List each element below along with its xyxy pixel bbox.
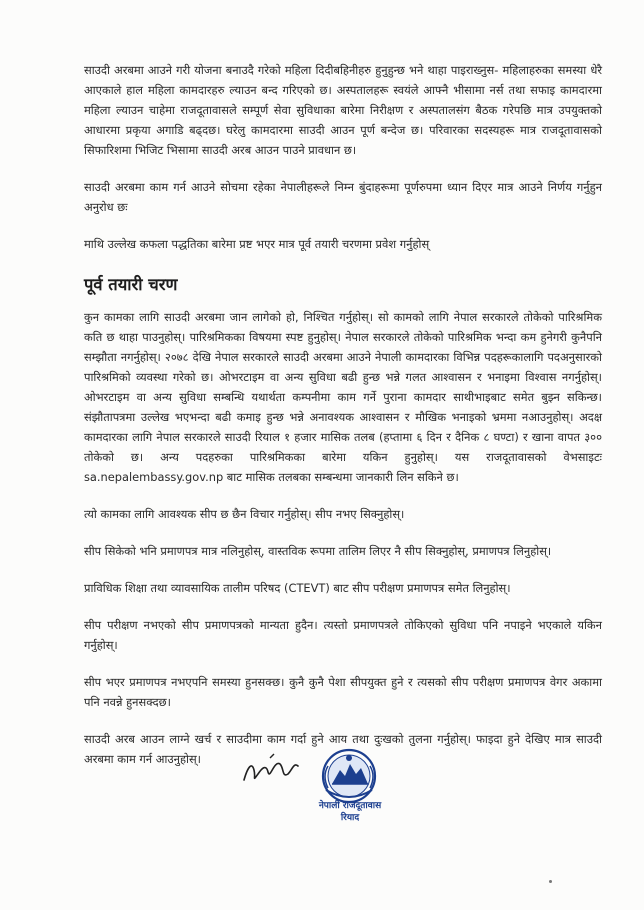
seal-caption-city: रियाद [340,813,360,823]
signature [240,752,302,790]
embassy-seal-emblem [300,746,398,844]
seal-caption [298,800,402,824]
paragraph-wages: कुन कामका लागि साउदी अरबमा जान लागेको हो, निश्चित गर्नुहोस्। सो कामको लागि नेपाल सरकारले तोकेको पारिश्रमिक कति छ थाहा पाउनुहोस्। पारिश्रमिकका विषयमा स्पष्ट हुनुहोस्। नेपाल सरकारले तोकेको पारिश्रमिक भन्दा कम हुनेगरी कुनैपनि सम्झौता नगर्नुहोस्। २०७८ देखि नेपाल सरकारले साउदी अरबमा आउने नेपाली कामदारका विभिन्न पदहरूकालागि पदअनुसारको पारिश्रमिको व्यवस्था गरेको छ। ओभरटाइम वा अन्य सुविधा बढी हुन्छ भन्ने गलत आश्वासन र भनाइमा विश्वास नगर्नुहोस्। ओभरटाइम वा अन्य सुविधा सम्बन्धि यथार्थता कम्पनीमा काम गर्ने पुराना कामदार साथीभाइबाट समेत बुझ्न सकिन्छ। संझौतापत्रमा उल्लेख भएभन्दा बढी कमाइ हुन्छ भन्ने अनावश्यक आश्वासन र मौखिक भनाइको भ्रममा नआउनुहोस्। अदक्ष कामदारका लागि नेपाल सरकारले साउदी रियाल १ हजार मासिक तलब (हप्तामा ६ दिन र दैनिक ८ घण्टा) र खाना वापत ३०० तोकेको छ। अन्य पदहरुका पारिश्रमिकका बारेमा यकिन हुनुहोस्। यस राजदूतावासको वेभसाइटः sa.nepalembassy.gov.np बाट मासिक तलबका सम्बन्धमा जानकारी लिन सकिने छ। [84,310,602,484]
paragraph-ctevt: प्राविधिक शिक्षा तथा व्यावसायिक तालीम परिषद (CTEVT) बाट सीप परीक्षण प्रमाणपत्र समेत लिनुहोस्। [84,581,511,595]
section-heading: पूर्व तयारी चरण [84,275,178,294]
paragraph-no-certificate: सीप भएर प्रमाणपत्र नभएपनि समस्या हुनसक्छ। कुनै कुनै पेशा सीपयुक्त हुने र त्यसको सीप परीक्षण प्रमाणपत्र वेगर अकामा पनि नवन्ने हुनसक्दछ। [84,675,602,709]
paragraph-skill-needed: त्यो कामका लागि आवश्यक सीप छ छैन विचार गर्नुहोस्। सीप नभए सिक्नुहोस्। [84,507,405,521]
paragraph-cost-benefit: साउदी अरब आउन लाग्ने खर्च र साउदीमा काम गर्दा हुने आय तथा दुःखको तुलना गर्नुहोस्। फाइदा हुने देखिए मात्र साउदी अरबमा काम गर्न आउनुहोस्। [84,732,602,766]
seal-caption-embassy: नेपाली राजदूतावास [318,801,382,811]
scan-speck [549,880,552,883]
intro-paragraph-kafala: माथि उल्लेख कफला पद्धतिका बारेमा प्रष्ट भएर मात्र पूर्व तयारी चरणमा प्रवेश गर्नुहोस् [84,237,430,251]
paragraph-real-training: सीप सिकेको भनि प्रमाणपत्र मात्र नलिनुहोस्, वास्तविक रूपमा तालिम लिएर नै सीप सिक्नुहोस्, प्रमाणपत्र लिनुहोस्। [84,544,552,558]
paragraph-certificate-validity: सीप परीक्षण नभएको सीप प्रमाणपत्रको मान्यता हुदैन। त्यस्तो प्रमाणपत्रले तोकिएको सुविधा पनि नपाइने भएकाले यकिन गर्नुहोस्। [84,618,602,652]
intro-paragraph-women: साउदी अरबमा आउने गरी योजना बनाउदै गरेको महिला दिदीबहिनीहरु हुनुहुन्छ भने थाहा पाइराख्नुस- महिलाहरुका समस्या धेरै आएकाले हाल महिला कामदारहरु ल्याउन बन्द गरिएको छ। अस्पतालहरू स्वयंले आफ्नै भीसामा नर्स तथा सफाइ कामदारमा महिला ल्याउन चाहेमा राजदूतावासले सम्पूर्ण सेवा सुविधाका बारेमा निरीक्षण र अस्पतालसंग बैठक गरेपछि मात्र उपयुक्तको आधारमा प्रकृया अगाडि बढ्दछ। घरेलु कामदारमा साउदी आउन पूर्ण बन्देज छ। परिवारका सदस्यहरू मात्र राजदूतावासको सिफारिशमा भिजिट भिसामा साउदी अरब आउन पाउने प्रावधान छ। [84,63,602,157]
letter-body [84,60,602,769]
intro-paragraph-request: साउदी अरबमा काम गर्न आउने सोचमा रहेका नेपालीहरूले निम्न बुंदाहरूमा पूर्णरुपमा ध्यान दिएर मात्र आउने निर्णय गर्नुहुन अनुरोध छः [84,180,602,214]
